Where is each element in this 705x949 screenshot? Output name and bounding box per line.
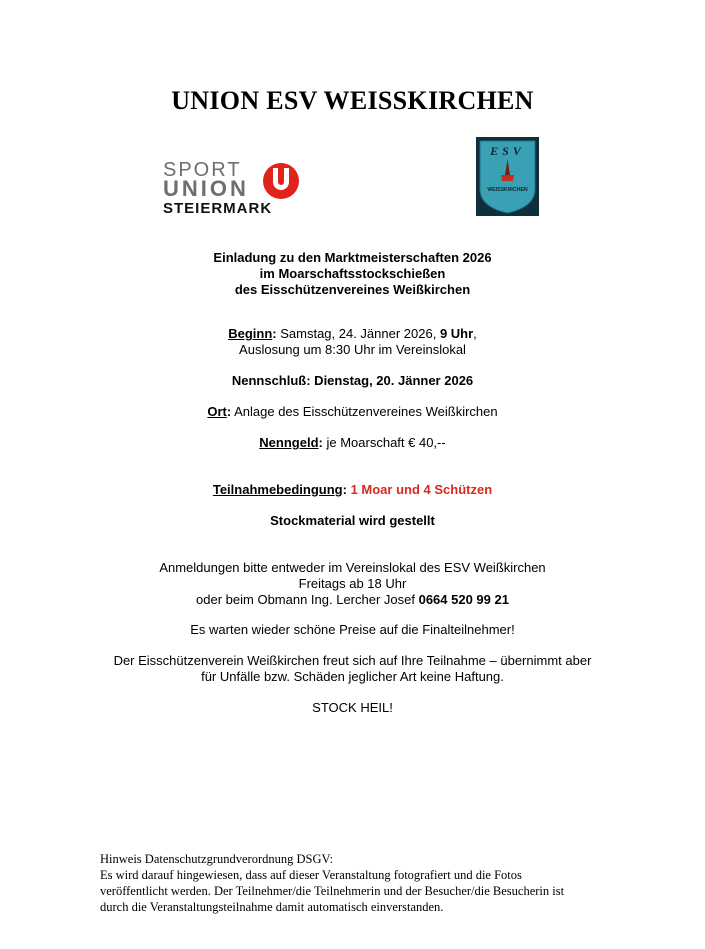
logo-union-text: UNION — [163, 176, 249, 201]
privacy-line-1: Es wird darauf hingewiesen, dass auf dieser Veranstaltung fotografiert und die Fotos — [100, 868, 522, 882]
esv-club-badge — [476, 137, 539, 216]
ort-label: Ort — [207, 404, 227, 419]
beginn-section: Beginn: Samstag, 24. Jänner 2026, 9 Uhr, Auslosung um 8:30 Uhr im Vereinslokal — [0, 326, 705, 358]
stock-heil-text: STOCK HEIL! — [312, 700, 393, 715]
ort-section: Ort: Anlage des Eisschützenvereines Weißkirchen — [207, 404, 498, 419]
preise-text: Es warten wieder schöne Preise auf die Finalteilnehmer! — [190, 622, 515, 637]
anmeldung-line-2: Freitags ab 18 Uhr — [298, 576, 407, 591]
beginn-time: 9 Uhr — [439, 326, 474, 341]
stockmaterial-text: Stockmaterial wird gestellt — [270, 513, 435, 528]
haftung-line-2: für Unfälle bzw. Schäden jeglicher Art keine Haftung. — [201, 669, 504, 684]
nenngeld-section: Nenngeld: je Moarschaft € 40,-- — [259, 435, 446, 450]
nenngeld-value: je Moarschaft € 40,-- — [322, 435, 446, 450]
privacy-line-2: veröffentlicht werden. Der Teilnehmer/die Teilnehmerin und der Besucher/die Besucherin ist — [100, 884, 565, 898]
privacy-line-3: durch die Veranstaltungsteilnahme damit automatisch einverstanden. — [100, 900, 444, 914]
union-u-icon — [261, 162, 301, 200]
nenngeld-label: Nenngeld — [259, 435, 319, 450]
esv-shield-icon — [476, 137, 539, 216]
esv-caption: WEISSKIRCHEN — [487, 187, 528, 193]
page-title: UNION ESV WEISSKIRCHEN — [171, 86, 534, 115]
privacy-heading: Hinweis Datenschutzgrundverordnung DSGV: — [100, 852, 334, 866]
nennschluss-text: Nennschluß: Dienstag, 20. Jänner 2026 — [231, 373, 474, 388]
teilnahme-label: Teilnahmebedingung — [212, 482, 343, 497]
obmann-phone: 0664 520 99 21 — [418, 592, 509, 607]
teilnahme-section: Teilnahmebedingung: 1 Moar und 4 Schützen — [212, 482, 493, 497]
logo-sport-text: SPORT — [163, 159, 242, 181]
ort-value: Anlage des Eisschützenvereines Weißkirchen — [231, 404, 498, 419]
anmeldung-line-3: oder beim Obmann Ing. Lercher Josef — [196, 592, 419, 607]
beginn-label: Beginn — [228, 326, 273, 341]
beginn-date: Samstag, 24. Jänner 2026, — [276, 326, 440, 341]
esv-letters: ESV — [490, 144, 525, 158]
sport-union-logo — [163, 160, 308, 220]
invitation-heading — [0, 250, 705, 298]
haftung-line-1: Der Eisschützenverein Weißkirchen freut sich auf Ihre Teilnahme – übernimmt aber — [113, 653, 592, 668]
auslosung-text: Auslosung um 8:30 Uhr im Vereinslokal — [239, 342, 466, 357]
invitation-line-1: Einladung zu den Marktmeisterschaften 2026 — [213, 250, 492, 265]
anmeldung-line-1: Anmeldungen bitte entweder im Vereinslokal des ESV Weißkirchen — [159, 560, 546, 575]
privacy-notice — [100, 851, 660, 915]
haftung-section — [0, 653, 705, 685]
invitation-line-3: des Eisschützenvereines Weißkirchen — [234, 282, 471, 297]
teilnahme-value: 1 Moar und 4 Schützen — [350, 482, 493, 497]
invitation-line-2: im Moarschaftsstockschießen — [259, 266, 446, 281]
anmeldung-section — [0, 560, 705, 608]
logo-steiermark-text: STEIERMARK — [163, 200, 273, 217]
